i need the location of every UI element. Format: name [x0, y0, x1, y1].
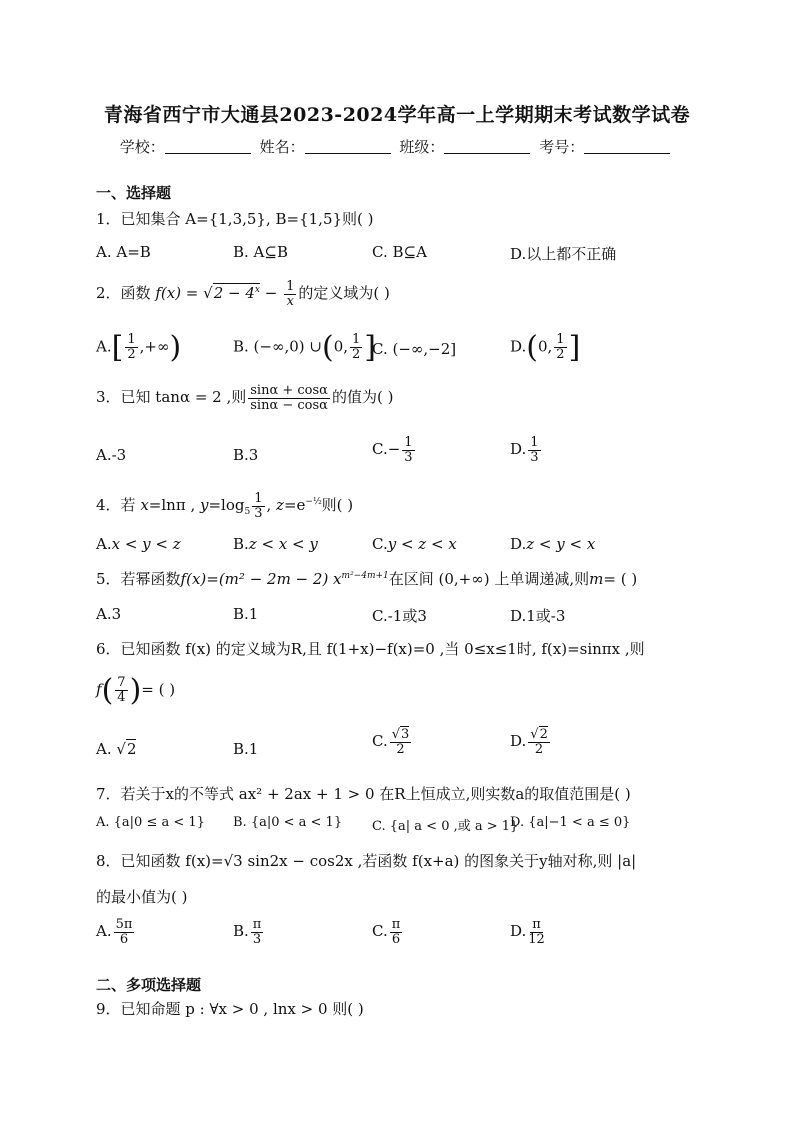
school-label: 学校： — [119, 138, 165, 156]
q7-option-d: D. {a|−1 < a ≤ 0} — [510, 815, 631, 830]
q6-option-d-label: D. — [510, 732, 527, 751]
q1-option-c: C. B⊆A — [372, 243, 427, 261]
question-3-stem — [96, 384, 393, 412]
q3-option-c-label: C.− — [372, 440, 401, 459]
q5-option-d: D.1或-3 — [510, 607, 566, 625]
q6-option-b: B.1 — [233, 740, 259, 758]
q1-option-a: A. A=B — [96, 243, 151, 261]
q2-option-a: A.[ $\frac{1}{2}$ ,+∞) — [96, 330, 182, 365]
q4-stem-suffix: 则( ) — [321, 496, 354, 515]
q2-fraction: $\frac{1}{x}$ — [286, 279, 295, 309]
q2-option-a-label: A. — [96, 337, 112, 356]
q6-option-d: D. $\frac{√2}{2}$ — [510, 727, 548, 757]
q3-stem-suffix: 的值为( ) — [331, 388, 394, 407]
q8-option-a: A. $\frac{5\pi}{6}$ — [96, 917, 133, 947]
q6-stem-suffix: = ( ) — [141, 680, 176, 699]
q7-option-c: C. {a| a < 0 ,或 a > 1} — [372, 819, 519, 834]
q8-option-c: C. $\frac{\pi}{6}$ — [372, 917, 401, 947]
number-blank[interactable] — [584, 139, 670, 154]
q4-option-d: D.z < y < x — [510, 535, 596, 553]
number-label: 考号： — [539, 138, 585, 156]
q7-option-b: B. {a|0 < a < 1} — [233, 815, 343, 830]
question-6-stem-line2: f( $\frac{7}{4}$ )= ( ) — [96, 673, 176, 708]
class-label: 班级： — [399, 138, 445, 156]
q4-option-c: C.y < z < x — [372, 535, 457, 553]
q2-option-c: C. (−∞,−2] — [372, 340, 457, 358]
q2-option-b: B. (−∞,0) ∪(0, $\frac{1}{2}$ ] — [233, 330, 377, 365]
q4-option-b-label: B. — [233, 535, 249, 553]
q8-option-d-label: D. — [510, 922, 527, 941]
q1-option-b: B. A⊆B — [233, 243, 288, 261]
q6-option-a-label: A. — [96, 740, 112, 758]
q5-option-b: B.1 — [233, 605, 259, 623]
q4-option-d-label: D. — [510, 535, 527, 553]
q4-option-a-label: A. — [96, 535, 112, 553]
q6-option-a: A. √2 — [96, 740, 137, 758]
question-4-stem: 4．若 x=lnπ , $y=\log_5$ $\frac{1}{3}$ , $z=e^{-\frac{1}{2}}$则( ) — [96, 491, 354, 521]
page-title: 青海省西宁市大通县2023-2024学年高一上学期期末考试数学试卷 — [103, 104, 691, 126]
q6-option-c: C. $\frac{√3}{2}$ — [372, 727, 410, 757]
q7-option-a: A. {a|0 ≤ a < 1} — [96, 815, 205, 830]
q2-option-d: D.(0, $\frac{1}{2}$ ] — [510, 330, 581, 365]
q4-option-c-label: C. — [372, 535, 388, 553]
question-2-stem — [96, 280, 390, 308]
q4-option-a: A.x < y < z — [96, 535, 181, 553]
q2-formula: $f(x) = √2 - 4^x$ − — [155, 284, 283, 303]
q5-stem-middle: 在区间 (0,+∞) 上单调递减,则 — [388, 570, 590, 588]
q3-option-c: C.− $\frac{1}{3}$ — [372, 435, 413, 465]
question-1-stem: 1．已知集合 A={1,3,5}, B={1,5}则( ) — [96, 210, 374, 228]
q1-option-d: D.以上都不正确 — [510, 245, 617, 263]
question-6-stem: 6．已知函数 f(x) 的定义域为R,且 f(1+x)−f(x)=0 ,当 0≤x≤1时, f(x)=sinπx ,则 — [96, 640, 645, 658]
q3-stem-prefix: 3．已知 tanα = 2 ,则 — [96, 388, 247, 407]
q5-stem-suffix: = ( ) — [603, 570, 638, 588]
q5-option-a: A.3 — [96, 605, 122, 623]
q8-option-c-label: C. — [372, 922, 388, 941]
question-8-stem: 8．已知函数 f(x)=√3 sin2x − cos2x ,若函数 f(x+a) 的图象关于y轴对称,则 |a| — [96, 852, 637, 870]
question-9-stem: 9．已知命题 p : ∀x > 0 , lnx > 0 则( ) — [96, 1000, 364, 1018]
q4-option-b: B.z < x < y — [233, 535, 318, 553]
school-blank[interactable] — [165, 139, 251, 154]
q3-option-a: A.-3 — [96, 446, 127, 464]
q4-stem-prefix: 4．若 — [96, 496, 136, 515]
q2-stem-suffix: 的定义域为( ) — [298, 284, 390, 303]
question-5-stem: 5．若幂函数f(x)=(m² − 2m − 2) $x^{m^2-4m+1}$在区间 (0,+∞) 上单调递减,则m= ( ) — [96, 570, 638, 588]
q2-option-d-label: D. — [510, 337, 527, 356]
name-label: 姓名： — [259, 138, 305, 156]
q6-option-c-label: C. — [372, 732, 388, 751]
q8-option-b: B. $\frac{\pi}{3}$ — [233, 917, 262, 947]
q3-option-b: B.3 — [233, 446, 259, 464]
section-heading-multi-choice: 二、多项选择题 — [96, 976, 202, 994]
student-info-line — [0, 136, 794, 157]
class-blank[interactable] — [444, 139, 530, 154]
q3-option-d: D. $\frac{1}{3}$ — [510, 435, 539, 465]
question-8-stem-line2: 的最小值为( ) — [96, 888, 188, 906]
q8-option-a-label: A. — [96, 922, 112, 941]
q5-option-c: C.-1或3 — [372, 607, 427, 625]
section-heading-choice: 一、选择题 — [96, 184, 172, 202]
q2-stem-prefix: 2．函数 — [96, 284, 151, 303]
name-blank[interactable] — [305, 139, 391, 154]
q2-option-b-label: B. (−∞,0) ∪ — [233, 337, 322, 356]
q8-option-b-label: B. — [233, 922, 249, 941]
question-7-stem: 7．若关于x的不等式 ax² + 2ax + 1 > 0 在R上恒成立,则实数a的取值范围是( ) — [96, 785, 631, 803]
q3-option-d-label: D. — [510, 440, 527, 459]
q3-fraction: $\frac{\sin\alpha + \cos\alpha}{\sin\alpha - \cos\alpha}$ — [250, 383, 328, 413]
q8-option-d: D. $\frac{\pi}{12}$ — [510, 917, 545, 947]
q5-stem-prefix: 5．若幂函数 — [96, 570, 181, 588]
